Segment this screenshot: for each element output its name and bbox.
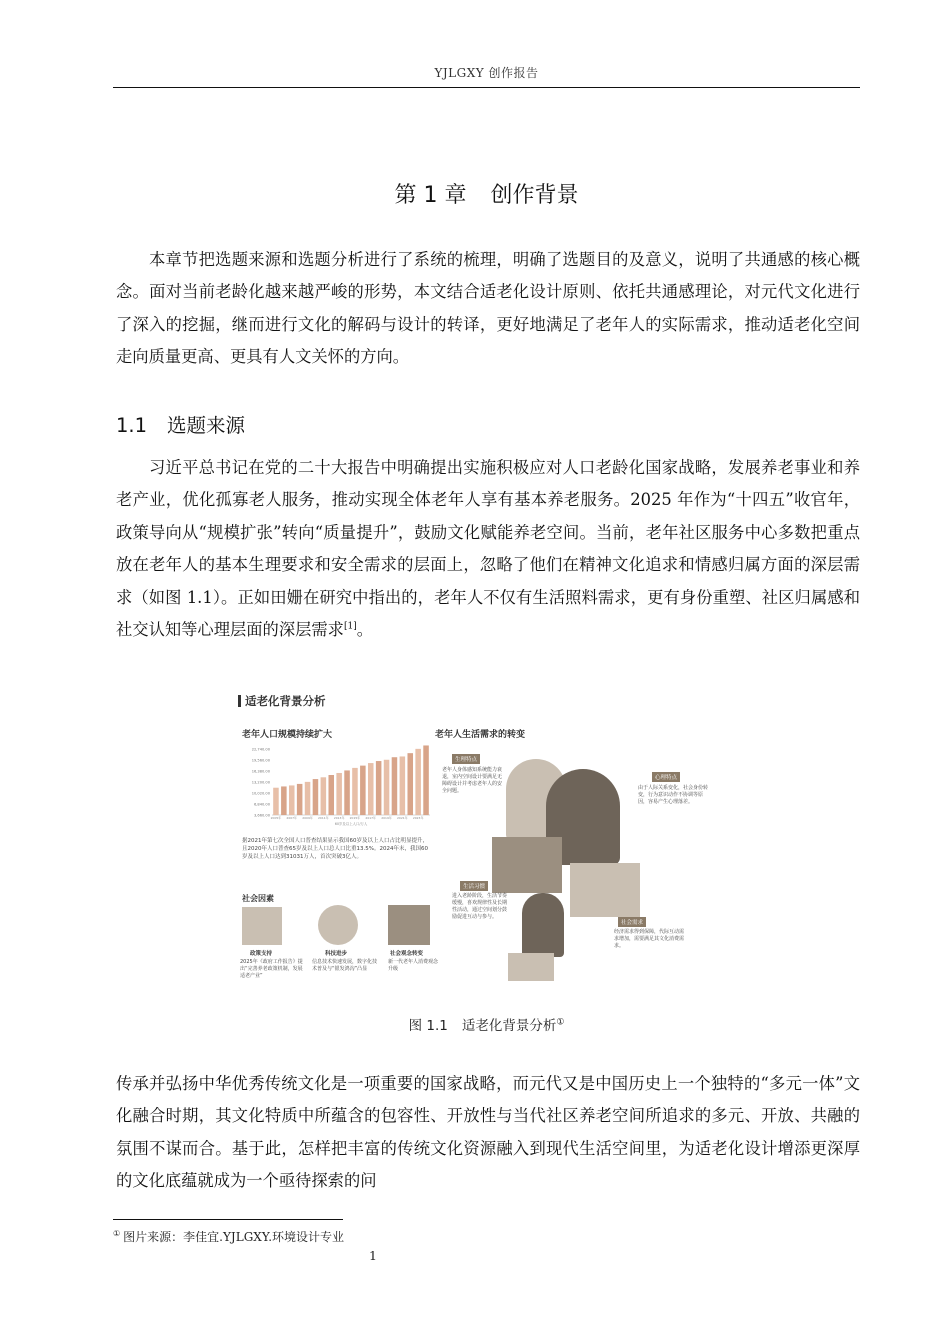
- x-tick-label: 2015年: [349, 816, 361, 820]
- x-tick-label: 2019年: [381, 816, 392, 820]
- factor-label: 政策支持: [250, 951, 273, 957]
- running-header: YJLGXY 创作报告: [434, 66, 539, 80]
- y-tick-label: 22,740.00: [251, 747, 270, 752]
- factor-label: 社会观念转变: [390, 951, 424, 957]
- need-text: 老年人身体感知系统能力衰退，室内空间设计要满足无障碍设计并考虑老年人的安全问题。: [442, 767, 503, 794]
- x-tick-label: 2013年: [333, 816, 345, 820]
- population-bar: [321, 777, 327, 815]
- population-bar: [273, 788, 279, 815]
- photo-seated-elder: [522, 893, 564, 957]
- population-bar: [376, 761, 382, 815]
- caption-footnote-mark: ①: [556, 1017, 565, 1028]
- section-paragraph-end: 。: [356, 620, 373, 640]
- factor-text: 2025年《政府工作报告》提出“完善养老政策机制，发展适老产业”: [240, 959, 303, 979]
- technology-illustration: [318, 905, 358, 945]
- population-bar: [360, 766, 366, 815]
- y-tick-label: 13,200.00: [251, 780, 270, 785]
- y-tick-label: 19,560.00: [251, 758, 270, 763]
- section-heading: [116, 410, 245, 438]
- population-bar: [281, 786, 287, 815]
- figure-aging-background: [230, 687, 720, 997]
- population-bar: [313, 779, 319, 815]
- x-tick-label: 2011年: [318, 816, 329, 820]
- need-text: 经济需求得到保障，代际互动需求增加，需要满足其文化消费需求。: [614, 929, 685, 949]
- figure-left-subtitle: 老年人口规模持续扩大: [242, 730, 333, 740]
- social-factors-title: 社会因素: [242, 894, 274, 903]
- social-change-illustration: [388, 905, 430, 945]
- section-number: 1.1: [116, 414, 148, 437]
- population-bar: [392, 757, 398, 815]
- factor-text: 新一代老年人消费观念升级: [388, 959, 439, 972]
- need-text: 由于人际关系变化，社会身份转变，行为意识动作不协调等原因，容易产生心理落差。: [638, 785, 709, 805]
- figure-title: 适老化背景分析: [238, 693, 326, 709]
- footnote-text: 图片来源：李佳宜.YJLGXY.环境设计专业: [123, 1230, 345, 1244]
- factor-label: 科技进步: [325, 951, 348, 957]
- section-title: 选题来源: [167, 414, 246, 437]
- y-tick-label: 16,380.00: [251, 769, 270, 774]
- intro-paragraph: 本章节把选题来源和选题分析进行了系统的梳理，明确了选题目的及意义，说明了共通感的核心概念。面对当前老龄化越来越严峻的形势，本文结合适老化设计原则、依托共通感理论，对元代文化进行了深入的挖掘，继而进行文化的解码与设计的转译，更好地满足了老年人的实际需求，推动适老化空间走向质量更高、更具有人文关怀的方向。: [116, 250, 860, 367]
- section-paragraph: [116, 452, 860, 646]
- factor-text: 信息技术快速发展，数字化技术普及与“银发鸿沟”凸显: [312, 959, 378, 972]
- population-bar-chart: [244, 739, 434, 831]
- chapter-heading: [113, 178, 860, 209]
- x-tick-label: 2017年: [365, 816, 377, 820]
- x-tick-label: 2005年: [270, 816, 282, 820]
- population-bar: [297, 784, 303, 815]
- need-text: 进入老龄阶段，生活节奏缓慢，喜欢规律性及长期性活动，通过空间划分鼓励促进互动与参与。: [452, 893, 508, 920]
- x-tick-label: 2021年: [397, 816, 408, 820]
- photo-community-activity: [570, 863, 640, 917]
- caption-title: 适老化背景分析: [461, 1018, 557, 1034]
- need-label: 生活习惯: [460, 881, 488, 891]
- chart-legend: 60岁及以上人口/万人: [334, 822, 368, 826]
- need-label: 生理特点: [452, 754, 480, 764]
- footnote-rule: [113, 1219, 343, 1220]
- need-label: 社会需求: [618, 917, 646, 927]
- chapter-title: 创作背景: [490, 183, 579, 208]
- x-tick-label: 2009年: [302, 816, 313, 820]
- population-bar: [400, 756, 406, 815]
- footnote: [113, 1228, 344, 1245]
- x-tick-label: 2007年: [286, 816, 298, 820]
- policy-illustration: [242, 907, 282, 945]
- population-bar: [407, 753, 413, 815]
- population-bar: [352, 768, 358, 815]
- figure-caption: [113, 1014, 860, 1034]
- x-tick-label: 2023年: [412, 816, 424, 820]
- population-bar: [415, 749, 421, 815]
- page-number: 1: [369, 1248, 377, 1263]
- figure-right-subtitle: 老年人生活需求的转变: [435, 730, 526, 740]
- y-tick-label: 3,660.00: [253, 813, 270, 818]
- citation-mark: [1]: [343, 621, 357, 632]
- y-tick-label: 6,840.00: [253, 802, 270, 807]
- population-bar: [305, 782, 311, 815]
- population-bar: [328, 775, 334, 815]
- section-paragraph-text: 习近平总书记在党的二十大报告中明确提出实施积极应对人口老龄化国家战略，发展养老事业和养老产业，优化孤寡老人服务，推动实现全体老年人享有基本养老服务。2025 年作为“十四五”收官年，政策导向从“规模扩张”转向“质量提升”，鼓励文化赋能养老空间。当前，老年社区服务中心多数把重点放在老年人的基本生理要求和安全需求的层面上，忽略了他们在精神文化追求和情感归属方面的深层需求（如图 1.1）。正如田姗在研究中指出的，老年人不仅有生活照料需求，更有身份重塑、社区归属感和社交认知等心理层面的深层需求: [116, 458, 860, 640]
- chapter-number: 第 1 章: [394, 183, 467, 208]
- population-bar: [336, 773, 342, 815]
- population-bar: [384, 760, 390, 815]
- footnote-mark: ①: [113, 1229, 121, 1238]
- continuation-paragraph: 传承并弘扬中华优秀传统文化是一项重要的国家战略，而元代又是中国历史上一个独特的“多元一体”文化融合时期，其文化特质中所蕴含的包容性、开放性与当代社区养老空间所追求的多元、开放、共融的氛围不谋而合。基于此，怎样把丰富的传统文化资源融入到现代生活空间里，为适老化设计增添更深厚的文化底蕴就成为一个亟待探索的问: [116, 1074, 860, 1191]
- population-bar: [368, 763, 374, 815]
- population-bar: [423, 745, 429, 815]
- caption-number: 图 1.1: [408, 1018, 448, 1034]
- population-bar: [289, 785, 295, 815]
- chart-note: 据2021年第七次全国人口普查结果显示我国60岁及以上人口占比明显提升，且2020年人口普查65岁及以上人口总人口比重13.5%。2024年末，我国60岁及以上人口达到31031万人，首次突破3亿人。: [242, 838, 428, 860]
- header-rule: [113, 87, 860, 88]
- y-tick-label: 10,020.00: [251, 791, 270, 796]
- population-bar: [344, 770, 350, 815]
- photo-elderly-group: [492, 837, 562, 893]
- need-label: 心理特点: [652, 772, 680, 782]
- photo-bench: [508, 953, 554, 981]
